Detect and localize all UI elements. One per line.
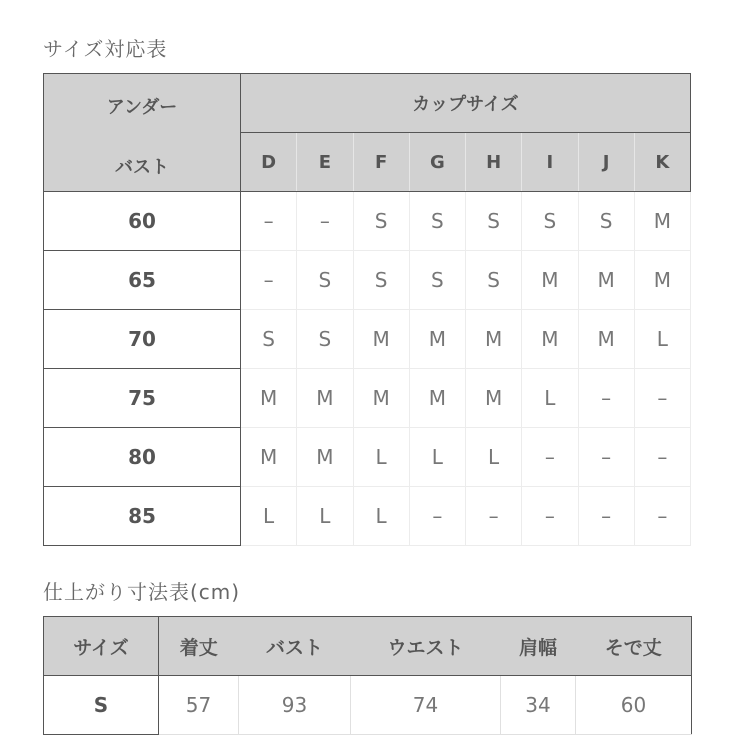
band-size-cell: 85 [44,487,241,546]
dims-row [44,676,692,735]
size-chart-table [43,73,691,546]
size-cell: – [297,192,353,251]
dims-header: バスト [239,617,351,676]
dims-cell: 57 [159,676,239,735]
size-row [44,428,691,487]
size-cell: M [466,369,522,428]
dims-header: ウエスト [351,617,501,676]
size-chart-body [44,192,691,546]
size-cell: S [578,192,634,251]
size-cell: S [353,251,409,310]
cup-letter: J [578,133,634,192]
size-cell: M [353,369,409,428]
size-cell: – [578,487,634,546]
size-cell: – [522,428,578,487]
dims-header: そで丈 [576,617,692,676]
size-cell: S [466,251,522,310]
size-cell: M [634,251,690,310]
size-chart-header-row [44,74,691,133]
size-cell: S [409,251,465,310]
size-cell: M [634,192,690,251]
finished-dims-header-row [44,617,692,676]
dims-header: 肩幅 [501,617,576,676]
cup-size-header: カップサイズ [241,74,691,133]
size-cell: L [466,428,522,487]
size-cell: L [522,369,578,428]
cup-letter: K [634,133,690,192]
dims-header: サイズ [44,617,159,676]
size-cell: S [297,251,353,310]
size-cell: L [297,487,353,546]
size-chart-title: サイズ対応表 [43,37,168,61]
size-cell: – [578,428,634,487]
size-cell: M [297,428,353,487]
size-cell: L [241,487,297,546]
dims-header: 着丈 [159,617,239,676]
cup-letter: D [241,133,297,192]
size-cell: – [578,369,634,428]
size-cell: M [522,251,578,310]
finished-dims-title: 仕上がり寸法表(cm) [43,580,241,604]
size-cell: M [241,369,297,428]
size-cell: – [466,487,522,546]
size-cell: L [353,428,409,487]
size-cell: M [466,310,522,369]
size-cell: S [297,310,353,369]
size-cell: M [578,251,634,310]
size-cell: – [634,487,690,546]
size-cell: M [578,310,634,369]
size-cell: S [241,310,297,369]
size-cell: M [409,369,465,428]
size-cell: – [634,369,690,428]
finished-dims-table [43,616,692,735]
size-cell: – [241,192,297,251]
size-cell: L [634,310,690,369]
under-bust-header [44,74,241,192]
under-bust-label-line1: アンダー [106,96,178,118]
size-cell: S [353,192,409,251]
size-cell: S [466,192,522,251]
size-cell: – [634,428,690,487]
size-row [44,487,691,546]
size-cell: M [409,310,465,369]
band-size-cell: 65 [44,251,241,310]
dims-size-cell: S [44,676,159,735]
band-size-cell: 70 [44,310,241,369]
size-cell: L [409,428,465,487]
dims-cell: 93 [239,676,351,735]
size-cell: M [241,428,297,487]
band-size-cell: 80 [44,428,241,487]
size-cell: M [522,310,578,369]
size-row [44,310,691,369]
under-bust-label-line2: バスト [115,156,169,178]
size-row [44,251,691,310]
size-cell: – [409,487,465,546]
size-cell: L [353,487,409,546]
dims-cell: 60 [576,676,692,735]
size-cell: M [353,310,409,369]
cup-letter: F [353,133,409,192]
dims-cell: 34 [501,676,576,735]
size-row [44,369,691,428]
size-cell: M [297,369,353,428]
cup-letter: G [409,133,465,192]
size-cell: – [241,251,297,310]
cup-letter: H [466,133,522,192]
dims-cell: 74 [351,676,501,735]
band-size-cell: 75 [44,369,241,428]
band-size-cell: 60 [44,192,241,251]
size-cell: S [409,192,465,251]
cup-letter: I [522,133,578,192]
size-cell: S [522,192,578,251]
size-row [44,192,691,251]
cup-letter: E [297,133,353,192]
size-cell: – [522,487,578,546]
